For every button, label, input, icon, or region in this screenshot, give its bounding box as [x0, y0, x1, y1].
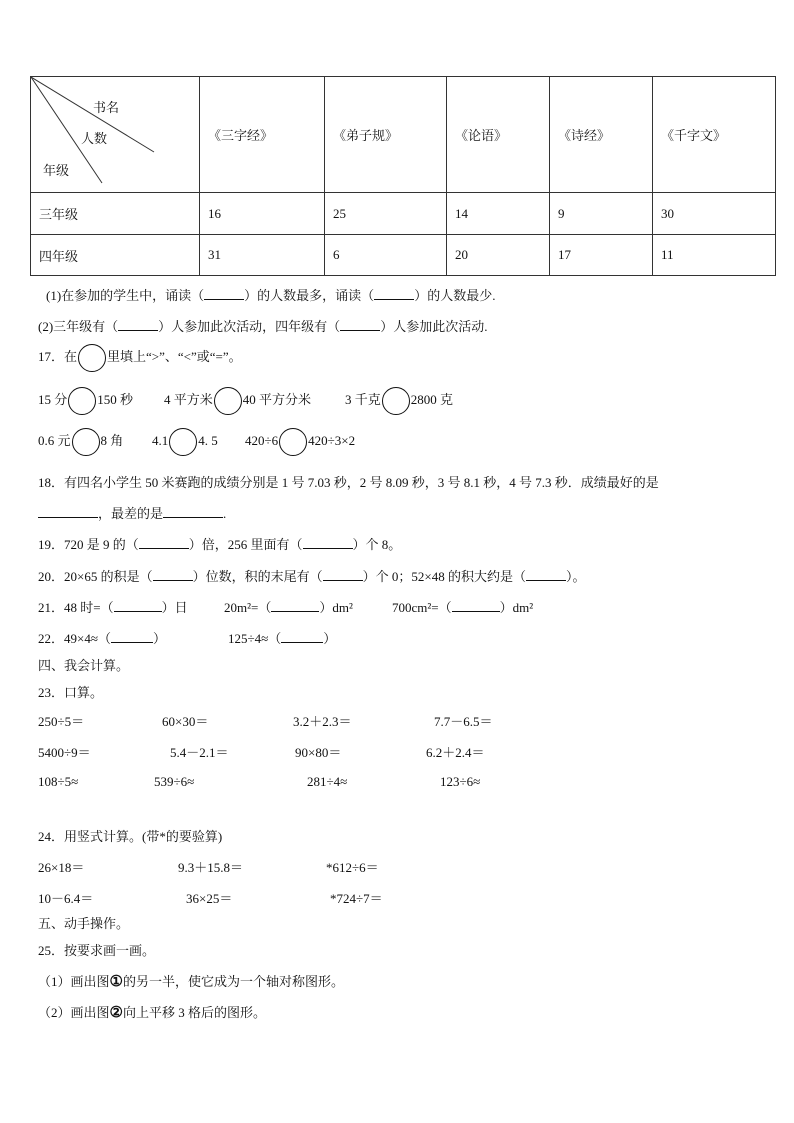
calc-item: 3.2＋2.3＝ — [293, 714, 352, 729]
corner-label-book: 书名 — [93, 100, 120, 115]
answer-blank[interactable] — [114, 599, 162, 612]
q17-row2: 4.1 4. 5 — [152, 428, 218, 456]
q24-title: 24．用竖式计算。(带*的要验算) — [38, 829, 223, 844]
q17-row1: 4 平方米 40 平方分米 — [164, 387, 311, 415]
answer-blank[interactable] — [163, 505, 223, 518]
compare-circle[interactable] — [169, 428, 197, 456]
calc-item: 26×18＝ — [38, 860, 85, 875]
calc-item: 5400÷9＝ — [38, 745, 91, 760]
calc-item: *724÷7＝ — [330, 891, 383, 906]
answer-blank[interactable] — [323, 568, 363, 581]
calc-item: 539÷6≈ — [154, 774, 195, 789]
answer-blank[interactable] — [303, 536, 353, 549]
grade-cell: 四年级 — [31, 235, 200, 276]
q25-title: 25．按要求画一画。 — [38, 943, 156, 958]
calc-item: 60×30＝ — [162, 714, 209, 729]
calc-item: 123÷6≈ — [440, 774, 481, 789]
compare-circle[interactable] — [382, 387, 410, 415]
q16-part1: (1)在参加的学生中，诵读（ ）的人数最多，诵读（ ）的人数最少. — [46, 288, 496, 303]
answer-blank[interactable] — [340, 318, 380, 331]
calc-item: 10－6.4＝ — [38, 891, 94, 906]
calc-item: 7.7－6.5＝ — [434, 714, 493, 729]
calc-item: 108÷5≈ — [38, 774, 79, 789]
corner-label-count: 人数 — [81, 131, 108, 146]
q17-row2: 420÷6 420÷3×2 — [245, 428, 355, 456]
calc-item: 5.4－2.1＝ — [170, 745, 229, 760]
value-cell: 11 — [653, 235, 776, 276]
calc-item: 281÷4≈ — [307, 774, 348, 789]
book-header: 《千字文》 — [653, 77, 776, 193]
value-cell: 16 — [200, 193, 325, 235]
calc-item: *612÷6＝ — [326, 860, 379, 875]
section-four-heading: 四、我会计算。 — [38, 658, 130, 673]
q19: 19．720 是 9 的（ ）倍，256 里面有（ ）个 8。 — [38, 537, 402, 552]
value-cell: 9 — [550, 193, 653, 235]
table-row — [31, 193, 776, 235]
grade-cell: 三年级 — [31, 193, 200, 235]
q22-item1: 22．49×4≈（ ） — [38, 631, 166, 646]
figure-two-label: ② — [109, 1005, 123, 1021]
q22-item2: 125÷4≈（ ） — [228, 631, 337, 646]
compare-circle[interactable] — [214, 387, 242, 415]
value-cell: 14 — [447, 193, 550, 235]
q20: 20．20×65 的积是（ ）位数，积的末尾有（ ）个 0；52×48 的积大约是（ ）。 — [38, 569, 586, 584]
book-header: 《论语》 — [447, 77, 550, 193]
book-header: 《弟子规》 — [325, 77, 447, 193]
compare-circle[interactable] — [72, 428, 100, 456]
answer-blank[interactable] — [526, 568, 566, 581]
value-cell: 17 — [550, 235, 653, 276]
answer-blank[interactable] — [281, 630, 323, 643]
table-row — [31, 235, 776, 276]
q18-line1: 18．有四名小学生 50 米赛跑的成绩分别是 1 号 7.03 秒，2 号 8.09 秒，3 号 8.1 秒，4 号 7.3 秒．成绩最好的是 — [38, 475, 659, 490]
book-header: 《三字经》 — [200, 77, 325, 193]
q18-line2: ，最差的是 . — [38, 503, 226, 522]
q23-title: 23．口算。 — [38, 685, 104, 700]
q25-part1: （1）画出图①的另一半，使它成为一个轴对称图形。 — [38, 974, 344, 990]
calc-item: 36×25＝ — [186, 891, 233, 906]
answer-blank[interactable] — [111, 630, 153, 643]
answer-blank[interactable] — [452, 599, 500, 612]
corner-cell — [31, 77, 200, 193]
calc-item: 90×80＝ — [295, 745, 342, 760]
answer-blank[interactable] — [374, 287, 414, 300]
answer-blank[interactable] — [271, 599, 319, 612]
compare-circle[interactable] — [68, 387, 96, 415]
reading-table — [30, 76, 776, 276]
q21-item3: 700cm²=（ ）dm² — [392, 600, 534, 615]
answer-blank[interactable] — [153, 568, 193, 581]
section-five-heading: 五、动手操作。 — [38, 916, 130, 931]
calc-item: 9.3＋15.8＝ — [178, 860, 244, 875]
q17-row1: 3 千克 2800 克 — [345, 387, 453, 415]
value-cell: 30 — [653, 193, 776, 235]
q17-title: 17．在 里填上“>”、“<”或“=”。 — [38, 344, 242, 372]
compare-circle[interactable] — [279, 428, 307, 456]
value-cell: 31 — [200, 235, 325, 276]
calc-item: 250÷5＝ — [38, 714, 85, 729]
value-cell: 25 — [325, 193, 447, 235]
book-header: 《诗经》 — [550, 77, 653, 193]
value-cell: 20 — [447, 235, 550, 276]
q21-item2: 20m²=（ ）dm² — [224, 600, 353, 615]
q16-part2: (2)三年级有（ ）人参加此次活动，四年级有（ ）人参加此次活动. — [38, 319, 488, 334]
value-cell: 6 — [325, 235, 447, 276]
answer-blank[interactable] — [38, 505, 98, 518]
q25-part2: （2）画出图②向上平移 3 格后的图形。 — [38, 1005, 266, 1021]
q17-row1: 15 分 150 秒 — [38, 387, 133, 415]
corner-label-grade: 年级 — [43, 163, 70, 178]
q21-item1: 21．48 时=（ ）日 — [38, 600, 188, 615]
answer-blank[interactable] — [118, 318, 158, 331]
circle-placeholder-icon — [78, 344, 106, 372]
answer-blank[interactable] — [139, 536, 189, 549]
figure-one-label: ① — [109, 974, 123, 990]
calc-item: 6.2＋2.4＝ — [426, 745, 485, 760]
q17-row2: 0.6 元 8 角 — [38, 428, 123, 456]
answer-blank[interactable] — [204, 287, 244, 300]
